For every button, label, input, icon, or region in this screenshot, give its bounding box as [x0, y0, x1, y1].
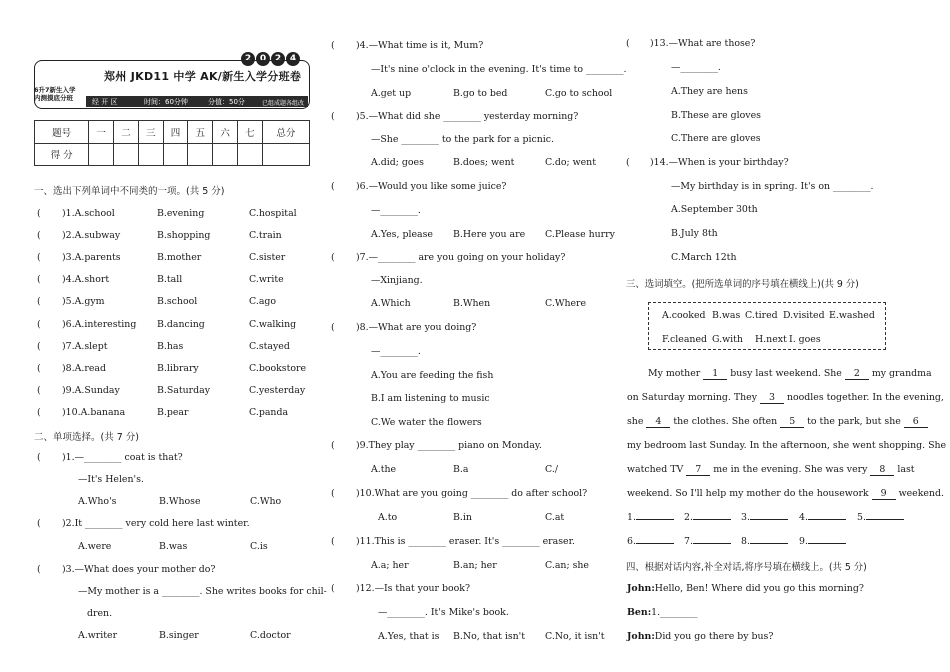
option-b: B.pear: [157, 406, 189, 418]
answer-paren[interactable]: (: [37, 452, 41, 463]
question-text: )2.It ________ very cold here last winter.: [62, 518, 250, 529]
option-a: A.the: [371, 464, 397, 475]
answer-paren[interactable]: (: [37, 252, 41, 264]
left-label-line: 6升7新生入学: [34, 86, 76, 94]
option-c: C.is: [250, 541, 268, 552]
info-score: 分值：50分: [208, 98, 245, 106]
question-text: )3.A.parents: [62, 252, 121, 264]
passage-blank[interactable]: 6: [904, 416, 928, 428]
option-c: C.write: [249, 274, 284, 286]
speaker: Ben:: [627, 607, 652, 618]
option-b: B.July 8th: [671, 228, 718, 239]
question-text: )1.—________ coat is that?: [62, 452, 183, 463]
passage-text: weekend.: [898, 488, 944, 499]
option-a: A.Who's: [78, 496, 117, 507]
option-c: C.stayed: [249, 340, 290, 352]
score-cell[interactable]: [188, 143, 213, 166]
answer-paren[interactable]: (: [37, 384, 41, 396]
answer-paren[interactable]: (: [331, 252, 335, 263]
option-a: A.Yes, please: [371, 229, 433, 240]
year-digit: 2: [271, 52, 285, 66]
word-option: I. goes: [789, 334, 821, 345]
answer-blank[interactable]: 5.: [857, 512, 904, 523]
question-text: )6.—Would you like some juice?: [356, 181, 507, 192]
option-a: A.writer: [78, 630, 118, 641]
passage-blank[interactable]: 3: [760, 392, 784, 404]
year-digit: 2: [241, 52, 255, 66]
answer-paren[interactable]: (: [37, 362, 41, 374]
dialogue-line: [627, 631, 773, 642]
section4-heading: 四、根据对话内容,补全对话,将序号填在横线上。(共 5 分): [626, 562, 867, 573]
question-text: )6.A.interesting: [62, 318, 137, 330]
option-b: B.I am listening to music: [371, 393, 490, 404]
answer-paren[interactable]: (: [331, 488, 335, 499]
passage-blank[interactable]: 7: [686, 464, 710, 476]
option-b: B.These are gloves: [671, 110, 761, 121]
score-cell[interactable]: [138, 143, 163, 166]
question-text: )11.This is ________ eraser. It's ________ eraser.: [356, 536, 576, 547]
word-option: F.cleaned: [662, 334, 707, 345]
question-text: )12.—Is that your book?: [356, 583, 471, 594]
option-a: A.Yes, that is: [378, 631, 440, 642]
answer-paren[interactable]: (: [626, 157, 630, 168]
score-cell[interactable]: [89, 143, 114, 166]
passage-blank[interactable]: 8: [870, 464, 894, 476]
option-c: C.ago: [249, 296, 277, 308]
question-text: )10.A.banana: [62, 406, 126, 418]
passage-blank[interactable]: 1: [703, 368, 727, 380]
score-header-cell: 五: [188, 121, 213, 144]
answer-paren[interactable]: (: [626, 38, 630, 49]
passage-line: [627, 488, 944, 500]
answer-paren[interactable]: (: [331, 322, 335, 333]
question-text: )9.They play ________ piano on Monday.: [356, 440, 542, 451]
option-a: A.a; her: [371, 560, 409, 571]
answer-paren[interactable]: (: [331, 111, 335, 122]
passage-text: she: [627, 416, 644, 427]
option-c: C.doctor: [250, 630, 291, 641]
option-b: B.school: [157, 296, 198, 308]
passage-blank[interactable]: 9: [872, 488, 896, 500]
answer-line: —________.: [371, 205, 421, 216]
question-text: )5.—What did she ________ yesterday morning?: [356, 111, 579, 122]
score-header-cell: 二: [114, 121, 139, 144]
option-c: C.We water the flowers: [371, 417, 482, 428]
dialogue-text: Hello, Ben! Where did you go this morning?: [654, 583, 864, 594]
score-header-cell: 题号: [35, 121, 89, 144]
answer-line: —Xinjiang.: [371, 275, 423, 286]
speaker: John:: [627, 631, 655, 642]
option-b: B.evening: [157, 208, 205, 219]
question-text: )8.—What are you doing?: [356, 322, 477, 333]
score-cell[interactable]: [262, 143, 309, 166]
option-c: C.sister: [249, 252, 286, 264]
score-header-cell: 六: [213, 121, 238, 144]
answer-paren[interactable]: (: [37, 208, 41, 219]
answer-blank[interactable]: 2.: [684, 512, 731, 523]
score-header-cell: 一: [89, 121, 114, 144]
option-b: B.Here you are: [453, 229, 526, 240]
option-c: C.There are gloves: [671, 133, 761, 144]
answer-blank[interactable]: 7.: [684, 536, 731, 547]
passage-text: watched TV: [627, 464, 684, 475]
option-c: C.panda: [249, 406, 289, 418]
question-text: )4.A.short: [62, 274, 110, 286]
word-option: A.cooked: [662, 310, 706, 321]
option-b: B.go to bed: [453, 88, 508, 99]
passage-line: [627, 416, 928, 428]
option-a: A.They are hens: [671, 86, 748, 97]
answer-line: —She ________ to the park for a picnic.: [371, 134, 554, 145]
word-option: B.was: [712, 310, 741, 321]
answer-paren[interactable]: (: [37, 518, 41, 529]
exam-header-left-label: [34, 86, 86, 106]
answer-paren[interactable]: (: [37, 564, 41, 575]
score-cell[interactable]: [163, 143, 188, 166]
answer-paren[interactable]: (: [37, 406, 41, 418]
option-b: B.does; went: [453, 157, 515, 168]
word-option: C.tired: [745, 310, 778, 321]
question-text: )4.—What time is it, Mum?: [356, 40, 484, 51]
answer-blank[interactable]: 4.: [799, 512, 846, 523]
passage-line: [627, 392, 944, 404]
score-header-cell: 四: [163, 121, 188, 144]
answer-line: dren.: [87, 608, 113, 619]
option-a: A.did; goes: [371, 157, 424, 168]
passage-blank[interactable]: 4: [646, 416, 670, 428]
answer-paren[interactable]: (: [37, 318, 41, 330]
passage-text: weekend. So I'll help my mother do the housework: [627, 488, 869, 499]
question-text: )8.A.read: [62, 362, 106, 374]
option-b: B.singer: [159, 630, 199, 641]
passage-blank[interactable]: 2: [845, 368, 869, 380]
answer-paren[interactable]: (: [37, 230, 41, 242]
answer-blank[interactable]: 8.: [741, 536, 788, 547]
score-header-cell: 三: [138, 121, 163, 144]
speaker: John:: [627, 583, 655, 594]
word-option: D.visited: [783, 310, 825, 321]
dialogue-text: Did you go there by bus?: [654, 631, 774, 642]
exam-title: 郑州 JKD11 中学 AK/新生入学分班卷: [104, 70, 302, 83]
passage-text: my bedroom last Sunday. In the afternoon, she went shopping. She: [627, 440, 947, 451]
answer-paren[interactable]: (: [331, 440, 335, 451]
option-b: B.in: [453, 512, 472, 523]
option-a: A.were: [78, 541, 112, 552]
answer-blank[interactable]: 6.: [627, 536, 674, 547]
section3-heading: 三、选词填空。(把所选单词的序号填在横线上)(共 9 分): [626, 279, 859, 290]
option-b: B.Whose: [159, 496, 201, 507]
option-b: B.library: [157, 362, 199, 374]
passage-text: me in the evening. She was very: [713, 464, 868, 475]
answer-paren[interactable]: (: [37, 296, 41, 308]
info-time: 时间：60分钟: [144, 98, 188, 106]
answer-blank[interactable]: 1.: [627, 512, 674, 523]
answer-line: —________. It's Mike's book.: [378, 607, 509, 618]
option-b: B.was: [159, 541, 188, 552]
answer-line: —________.: [371, 346, 421, 357]
question-text: )9.A.Sunday: [62, 384, 120, 396]
option-c: C.walking: [249, 318, 297, 330]
option-b: B.When: [453, 298, 491, 309]
left-label-line: 内测摸底分班: [34, 94, 73, 102]
score-header-cell: 总分: [262, 121, 309, 144]
passage-text: on Saturday morning. They: [627, 392, 758, 403]
answer-paren[interactable]: (: [331, 583, 335, 594]
option-a: A.You are feeding the fish: [371, 370, 494, 381]
option-b: B.a: [453, 464, 469, 475]
answer-line: —My birthday is in spring. It's on ________.: [671, 181, 874, 192]
option-c: C.go to school: [545, 88, 613, 99]
option-a: A.get up: [371, 88, 412, 99]
info-district: 经 开 区: [92, 98, 118, 106]
option-b: B.tall: [157, 274, 183, 286]
answer-line: —My mother is a ________. She writes books for chil-: [78, 586, 327, 597]
option-c: C.do; went: [545, 157, 596, 168]
option-c: C.hospital: [249, 208, 297, 219]
passage-text: My mother: [648, 368, 701, 379]
answer-paren[interactable]: (: [331, 536, 335, 547]
passage-line: [648, 368, 932, 380]
option-b: B.Saturday: [157, 384, 211, 396]
option-a: A.to: [378, 512, 398, 523]
answer-line: —________.: [671, 62, 721, 73]
word-option: H.next: [755, 334, 787, 345]
answer-paren[interactable]: (: [331, 181, 335, 192]
section2-heading: 二、单项选择。(共 7 分): [34, 432, 139, 443]
answer-paren[interactable]: (: [37, 340, 41, 352]
dialogue-text[interactable]: 1.________: [651, 607, 698, 618]
passage-text: busy last weekend. She: [730, 368, 842, 379]
passage-blank[interactable]: 5: [780, 416, 804, 428]
question-text: )3.—What does your mother do?: [62, 564, 216, 575]
option-b: B.dancing: [157, 318, 205, 330]
option-c: C./: [545, 464, 558, 475]
passage-line: [627, 464, 915, 476]
dialogue-line: [627, 607, 698, 618]
word-option: E.washed: [829, 310, 875, 321]
question-text: )5.A.gym: [62, 296, 105, 308]
info-note: 已组成题各组改: [262, 100, 305, 107]
option-c: C.at: [545, 512, 565, 523]
score-row-label: 得 分: [35, 143, 89, 166]
option-c: C.No, it isn't: [545, 631, 605, 642]
answer-paren[interactable]: (: [37, 274, 41, 286]
score-table: [34, 120, 310, 166]
option-b: B.shopping: [157, 230, 211, 242]
passage-text: my grandma: [871, 368, 932, 379]
dialogue-line: [627, 583, 864, 594]
question-text: )7.—________ are you going on your holiday?: [356, 252, 566, 263]
question-text: )10.What are you going ________ do after school?: [356, 488, 588, 499]
option-b: B.has: [157, 340, 184, 352]
question-text: )7.A.slept: [62, 340, 108, 352]
score-header-cell: 七: [237, 121, 262, 144]
year-digit: 4: [286, 52, 300, 66]
passage-text: the clothes. She often: [673, 416, 778, 427]
option-c: C.bookstore: [249, 362, 307, 374]
word-option: G.with: [712, 334, 743, 345]
passage-text: last: [897, 464, 915, 475]
passage-text: to the park, but she: [807, 416, 901, 427]
answer-paren[interactable]: (: [331, 40, 335, 51]
option-c: C.Where: [545, 298, 587, 309]
option-b: B.mother: [157, 252, 202, 264]
option-c: C.yesterday: [249, 384, 306, 396]
option-a: A.September 30th: [671, 204, 758, 215]
year-digit: 0: [256, 52, 270, 66]
question-text: )2.A.subway: [62, 230, 121, 242]
option-c: C.March 12th: [671, 252, 737, 263]
score-cell[interactable]: [213, 143, 238, 166]
question-text: )13.—What are those?: [650, 38, 756, 49]
question-text: )14.—When is your birthday?: [650, 157, 789, 168]
answer-blank[interactable]: 3.: [741, 512, 788, 523]
passage-line: [627, 440, 946, 451]
option-c: C.train: [249, 230, 282, 242]
exam-info-bar: [86, 96, 308, 107]
option-c: C.Who: [250, 496, 282, 507]
answer-line: —It's nine o'clock in the evening. It's time to ________.: [371, 64, 627, 75]
answer-blank[interactable]: 9.: [799, 536, 846, 547]
score-cell[interactable]: [114, 143, 139, 166]
score-cell[interactable]: [237, 143, 262, 166]
option-c: C.an; she: [545, 560, 589, 571]
question-text: )1.A.school: [62, 208, 115, 219]
answer-line: —It's Helen's.: [78, 474, 144, 485]
section1-heading: 一、选出下列单词中不同类的一项。(共 5 分): [34, 186, 225, 197]
option-a: A.Which: [371, 298, 411, 309]
option-b: B.an; her: [453, 560, 497, 571]
option-b: B.No, that isn't: [453, 631, 526, 642]
passage-text: noodles together. In the evening,: [786, 392, 944, 403]
option-c: C.Please hurry: [545, 229, 615, 240]
